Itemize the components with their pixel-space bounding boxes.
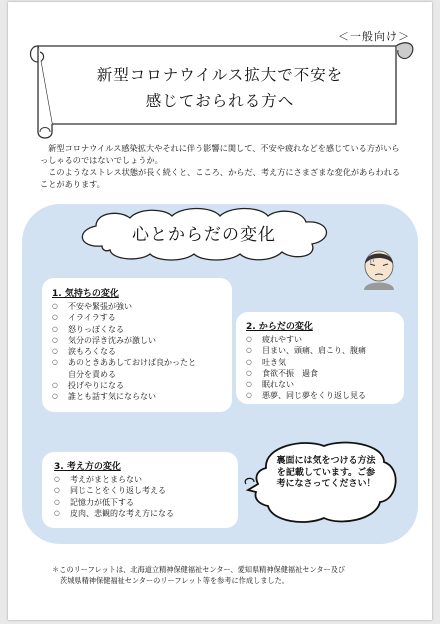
list-item: ○ 皮肉、悲観的な考え方になる — [54, 508, 226, 519]
worried-face-icon — [358, 246, 400, 290]
banner-title-line1: 新型コロナウイルス拡大で不安を — [96, 66, 344, 84]
list-item: ○ 吐き気 — [246, 357, 394, 368]
bubble-text: 裏面には気をつける方法を記載しています。ご参考になさってください！ — [276, 456, 376, 489]
title-scroll-banner — [26, 32, 414, 140]
section-title-cloud — [72, 206, 336, 262]
list-item: ○ 投げやりになる — [52, 380, 222, 391]
feelings-list — [52, 301, 222, 403]
list-item: ○ 涙もろくなる — [52, 346, 222, 357]
note-bubble — [244, 438, 402, 528]
list-item: ○ あのときああしておけば良かったと — [52, 357, 222, 368]
thinking-heading: 3. 考え方の変化 — [54, 462, 121, 472]
list-item: ○ 気分の浮き沈みが激しい — [52, 335, 222, 346]
list-item: ○ 同じことをくり返し考える — [54, 485, 226, 496]
thinking-box — [42, 452, 238, 528]
audience-label: ＜一般向け＞ — [338, 30, 410, 43]
list-item: ○ 疲れやすい — [246, 334, 394, 345]
body-changes-box — [236, 312, 404, 404]
list-item: ○ 眠れない — [246, 379, 394, 390]
list-item: ○ 不安や緊張が強い — [52, 301, 222, 312]
banner-title-line2: 感じておられる方へ — [145, 92, 295, 110]
list-item: ○ 目まい、頭痛、肩こり、腹痛 — [246, 345, 394, 356]
section-title: 心とからだの変化 — [132, 225, 276, 245]
list-item: ○ 食欲不振 過食 — [246, 368, 394, 379]
thinking-list — [54, 474, 226, 519]
body-changes-list — [246, 334, 394, 402]
footnote-line-1: ＊このリーフレットは、北海道立精神保健福祉センター、愛知県精神保健福祉センター及び — [52, 565, 346, 574]
feelings-box — [42, 278, 232, 412]
list-item: 自分を責める — [68, 369, 116, 379]
intro-paragraph-1: 新型コロナウイルス感染拡大やそれに伴う影響に関して、不安や疲れなどを感じている方がいらっしゃるのではないでしょうか。 — [40, 143, 400, 165]
footnote — [52, 564, 402, 586]
intro-text — [40, 142, 405, 190]
list-item: ○ 考えがまとまらない — [54, 474, 226, 485]
footnote-line-2: 茨城県精神保健福祉センターのリーフレット等を参考に作成しました。 — [60, 576, 289, 585]
leaflet-page — [8, 2, 432, 620]
feelings-heading: 1. 気持ちの変化 — [52, 289, 119, 299]
body-changes-heading: 2. からだの変化 — [246, 322, 313, 332]
list-item: ○ 誰とも話す気にならない — [52, 391, 222, 402]
list-item: ○ 悪夢、同じ夢をくり返し見る — [246, 390, 394, 401]
banner-title — [26, 62, 414, 114]
intro-paragraph-2: このようなストレス状態が長く続くと、こころ、からだ、考え方にさまざまな変化があらわれることがあります。 — [40, 167, 401, 189]
list-item: ○ 記憶力が低下する — [54, 497, 226, 508]
list-item: ○ 怒りっぽくなる — [52, 324, 222, 335]
list-item: ○ イライラする — [52, 312, 222, 323]
